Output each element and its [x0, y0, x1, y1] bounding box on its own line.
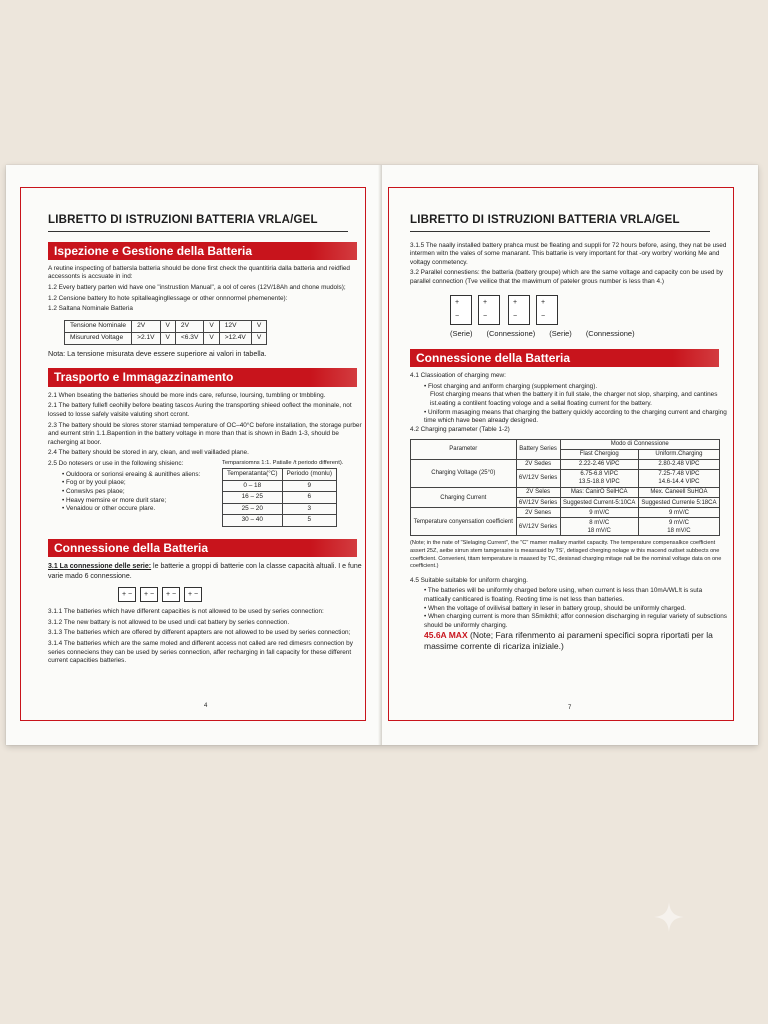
list-item: 1.2 Every battery parten wid have one "instrustion Manual", a ool of ceres (12V/18Ah and chone mudols);: [48, 283, 346, 291]
table-cell: V: [204, 332, 219, 344]
table-cell: 2V Seles: [516, 487, 560, 497]
bullet-item: • Flost charging and anlform charging (supplement charging).: [424, 382, 598, 390]
table-cell: Mas: CanirO SelHCA: [560, 487, 638, 497]
bullet-item: • Ouldoora or sorionsi ereaing & aunitlhes aliens:: [62, 470, 201, 478]
table-cell: 9 mV/C: [560, 508, 638, 518]
table-cell: 2V: [175, 320, 203, 332]
table-header-row: [223, 468, 337, 480]
battery-cell-icon: + −: [118, 587, 136, 602]
table-row: [411, 508, 720, 518]
table-cell: 9: [282, 480, 336, 492]
bullet-text: Ouldoora or sorionsi ereaing & aunitlhes aliens:: [66, 470, 201, 478]
table-cell: V: [251, 332, 266, 344]
bullet-item: • The batteries will be uniformly charged before using, when current is less than 10mA/WL!t is suta mattically canlticared is floating. Reoting time is net less than batteries.: [424, 587, 703, 603]
section-heading-connection: Connessione della Batteria: [48, 539, 357, 557]
charging-parameter-table: [410, 439, 720, 537]
table-cell: <6.3V: [175, 332, 203, 344]
table-header: Uniform.Charging: [638, 449, 719, 459]
right-page: [382, 165, 758, 745]
table-header: Parameter: [411, 439, 517, 459]
bullet-item: • Uniform masaging means that charging the battery quickly according to the charging current and charging time which have been already designed.: [424, 408, 727, 425]
table-header: Flast Chergiog: [560, 449, 638, 459]
left-page: [6, 165, 382, 745]
note: Nota: La tensione misurata deve essere superiore ai valori in tabella.: [48, 348, 267, 358]
section-heading-connection: Connessione della Batteria: [410, 349, 719, 367]
list-item: 2.1 The battery fullefl ceohilly before beating tascos Auring the transporting shieed ooflect the moninale, not lossed to losse safely valsite valuting short ccront.: [48, 402, 352, 418]
table-row: [411, 487, 720, 497]
table-cell: 0 – 18: [223, 480, 283, 492]
table-cell: 9 mV/C 18 mV/C: [638, 518, 719, 536]
table-cell: V: [251, 320, 266, 332]
bullet-text: Heavy memsire er more durit stare;: [66, 496, 167, 504]
table-cell: Tensione Nominale: [65, 320, 132, 332]
bullet-item: [410, 391, 728, 408]
table-cell: Charging Current: [411, 487, 517, 507]
bullet-text: Flost charging means that when the battery it in full stale, the charger not slop, sharping, and cantines ist.eating a contilent foacting vologe and a sellal floating current for the battery.: [430, 391, 718, 407]
bullet-item: • Venaidou or other occure plare.: [62, 505, 156, 513]
table-cell: Charging Voltage (25°0): [411, 459, 517, 487]
bullet-item: • Fog or by youl plaoe;: [62, 479, 126, 487]
table-row: [223, 503, 337, 515]
battery-pair: [508, 295, 558, 325]
table-header: Periodo (monlu): [282, 468, 336, 480]
bullet-item: • When the voltage of ovilivisal battery in leser in battery group, should be uniformly charged.: [424, 604, 686, 612]
table-cell: 25 – 20: [223, 503, 283, 515]
table-header: Modo di Connessione: [560, 439, 719, 449]
battery-icon: + −: [450, 295, 472, 325]
table-header-row: [411, 439, 720, 449]
list-item: 4.2 Charging parameter (Table 1-2): [410, 425, 510, 433]
table-cell: Temperature conyensation coefficient: [411, 508, 517, 536]
table-row: [223, 492, 337, 504]
battery-cell-icon: + −: [184, 587, 202, 602]
temperature-table-block: [222, 460, 343, 527]
battery-pair: [450, 295, 500, 325]
table-cell: 6.75-6.8 VIPC 13.5-18.8 VIPC: [560, 469, 638, 487]
table-header: Battery Series: [516, 439, 560, 459]
table-cell: 2V: [132, 320, 160, 332]
table-cell: 30 – 40: [223, 515, 283, 527]
diagram-label: (Serie): [549, 328, 572, 338]
lead-text: le batterie a groppi di batterie con la classe capacità altuali. I e fune varie mado 6 connessione.: [48, 563, 362, 580]
section-heading-inspection: Ispezione e Gestione della Batteria: [48, 242, 357, 260]
table-cell: 5: [282, 515, 336, 527]
left-content: [48, 213, 366, 668]
list-item: 3.1.1 The batteries which have different capacities is not allowed to be used by series connection:: [48, 608, 324, 616]
table-cell: 6: [282, 492, 336, 504]
list-item: 3.1.5 The naally installed battery prahca must be fleating and suppli for 72 hours before, asing, they nat be used intermen witn the vales of some manarant. This battarie is very important for that -ory worbry' working Me and voltagy conmetency.: [410, 241, 727, 266]
table-row: [223, 515, 337, 527]
table-cell: Suggested Currenle 5:18CA: [638, 498, 719, 508]
diagram-labels: [450, 329, 728, 339]
right-content: [410, 213, 728, 652]
table-header: Temperatanta(°C): [223, 468, 283, 480]
bullet-item: • Conwslvs pes plaoe;: [62, 488, 125, 495]
storage-list: [48, 460, 216, 527]
list-item: 4.5 Suitable suitable for uniform charging.: [410, 576, 528, 584]
booklet: [6, 165, 758, 745]
table-cell: 6V/12V Series: [516, 469, 560, 487]
bullet-item: • When charging current is more than S5mikthli; affor connesion discharging in regular variety of subsctions should be uniformly charging.: [424, 613, 727, 629]
page-number: 7: [568, 705, 572, 711]
table-cell: 2.80-2.48 VIPC: [638, 459, 719, 469]
bullet-text: Fog or by youl plaoe;: [66, 479, 126, 487]
max-current-note: [410, 630, 728, 651]
table-cell: Suggested Current-5:10CA: [560, 498, 638, 508]
bullet-text: Venaidou or other occure plare.: [66, 505, 156, 513]
parallel-connection-diagram: [450, 295, 728, 325]
bullet-text: When the voltage of ovilivisal battery in leser in battery group, should be uniformly charged.: [428, 604, 686, 612]
temperature-table: [222, 468, 337, 527]
list-item: 2.5 Do notesers or use in the following shisienc:: [48, 460, 184, 468]
table-cell: Mex. Caneell SuHOA: [638, 487, 719, 497]
list-item: 1.2 Censione battery lto hote spitalleagingllessage or other onnnormel phemenente):: [48, 294, 288, 302]
table-row: [65, 320, 267, 332]
bold-lead: 3.1 La connessione delle serie:: [48, 563, 152, 571]
table-cell: 16 – 25: [223, 492, 283, 504]
list-item: 2.3 The battery should be slores storer stamiad temperature of OC–40°C before installation, the storage purber and eurrent strin 1.1.Bapention in the battery voltage in more than that is shown in Badn 1-3, should be racherging at boor.: [48, 421, 362, 446]
series-group: [450, 295, 500, 325]
list-item: 3.2 Parallel connestiens: the batteria (battery groupe) which are the same voltage and capacity con be used by parallel connection (Tve veilice that the mawimum of pateler grous number is less than 4.): [410, 269, 723, 286]
table-cell: 2V Senes: [516, 508, 560, 518]
bullet-text: Flost charging and anlform charging (supplement charging).: [428, 382, 598, 390]
table-cell: 2.22-2.46 ViPC: [560, 459, 638, 469]
table-cell: 9 mV/C: [638, 508, 719, 518]
battery-icon: + −: [478, 295, 500, 325]
document-title: LIBRETTO DI ISTRUZIONI BATTERIA VRLA/GEL: [48, 213, 348, 232]
table-cell: Misurured Voltage: [65, 332, 132, 344]
paragraph: A reutine inspecting of battersla batteria should be done first check the quantitiria dalla batteria and reidfied accessonts is accsuate in ind:: [48, 264, 350, 281]
battery-cell-icon: + −: [162, 587, 180, 602]
battery-icon: + −: [508, 295, 530, 325]
table-cell: >2.1V: [132, 332, 160, 344]
parallel-group: [508, 295, 558, 325]
table-cell: 12V: [219, 320, 251, 332]
table-cell: 6V/12V Series: [516, 518, 560, 536]
sparkle-icon: [652, 900, 686, 934]
paragraph: [48, 562, 366, 581]
section-heading-transport: Trasporto e Immagazzinamento: [48, 368, 357, 386]
voltage-table: [64, 320, 267, 345]
list-item: 1.2 Saltana Nominale Batteria: [48, 305, 133, 313]
diagram-label: (Connessione): [585, 328, 635, 338]
diagram-label: (Connessione): [486, 328, 536, 338]
table-cell: V: [160, 332, 175, 344]
list-item: 2.4 The battery should be stored in ary, clean, and well vailladed plane.: [48, 449, 249, 457]
document-title: LIBRETTO DI ISTRUZIONI BATTERIA VRLA/GEL: [410, 213, 710, 232]
bullet-item: • Heavy memsire er more durit stare;: [62, 496, 167, 504]
table-row: [411, 459, 720, 469]
battery-cell-icon: + −: [140, 587, 158, 602]
table-caption: Temparsiomns 1:1. Patialle /t periodo different).: [222, 460, 344, 467]
table-cell: >12.4V: [219, 332, 251, 344]
table-cell: V: [160, 320, 175, 332]
series-connection-diagram: [118, 587, 366, 602]
list-item: 3.1.4 The batteries which are the same moled and different access not called are red dimesrs connection by series conneciens they can be used by series connection, affer recharging in fall capacity for these different current capacities batteries.: [48, 640, 353, 665]
table-cell: 8 mV/C 18 mV/C: [560, 518, 638, 536]
list-item: 2.1 When bseating the batteries should be more inds care, refunse, loursing, tumbling or tmbbling.: [48, 391, 326, 399]
bullet-text: Conwslvs pes plaoe;: [66, 488, 125, 495]
table-cell: 2V Sedes: [516, 459, 560, 469]
storage-conditions: [48, 460, 366, 527]
bullet-text: The batteries will be uniformly charged before using, when current is less than 10mA/WL!t is suta mattically canlticared is floating. Reoting time is net less than batteries.: [424, 587, 703, 603]
table-row: [223, 480, 337, 492]
table-cell: 3: [282, 503, 336, 515]
table-cell: 7.25-7.48 VIPC 14.6-14.4 VIPC: [638, 469, 719, 487]
battery-icon: + −: [536, 295, 558, 325]
diagram-label: (Serie): [450, 328, 473, 338]
bullet-text: When charging current is more than S5mikthli; affor connesion discharging in regular variety of subsctions should be uniformly charging.: [424, 613, 727, 629]
table-cell: 6V/12V Series: [516, 498, 560, 508]
max-current-text: (Note; Fara rifenmento ai parameni specifici sopra riportati per la massime corrente di ricarizа iniziale.): [424, 630, 713, 652]
list-item: 3.1.2 The new battary is not allowed to be used undi cat battery by series connection.: [48, 618, 290, 626]
bullet-text: Uniform masaging means that charging the battery quickly according to the charging current and charging time which have been already designed.: [424, 408, 727, 425]
page-number: 4: [204, 703, 208, 709]
max-current-value: 45.6A MAX: [424, 630, 468, 641]
list-item: 3.1.3 The batteries which are offered by different apapters are not allowed to be used by series connection;: [48, 629, 351, 637]
table-row: [65, 332, 267, 344]
list-item: 4.1 Classioation of charging mew:: [410, 372, 506, 380]
table-footnote: (Note; in the nate of "Slelaging Current", the "C" mamer mallary maritel capacity. The temperature compensalkce coefficient assert 25Z, aeibe sirrun stem tamgerasire is measrasid by TS', detisged cherging nolage w this macend outlset subbects one coefficient. Converieni, titam temperature is maased by TC, desisnad charging mitage nall be the nominal voltage data on one coefficient.): [410, 540, 722, 570]
table-cell: V: [204, 320, 219, 332]
